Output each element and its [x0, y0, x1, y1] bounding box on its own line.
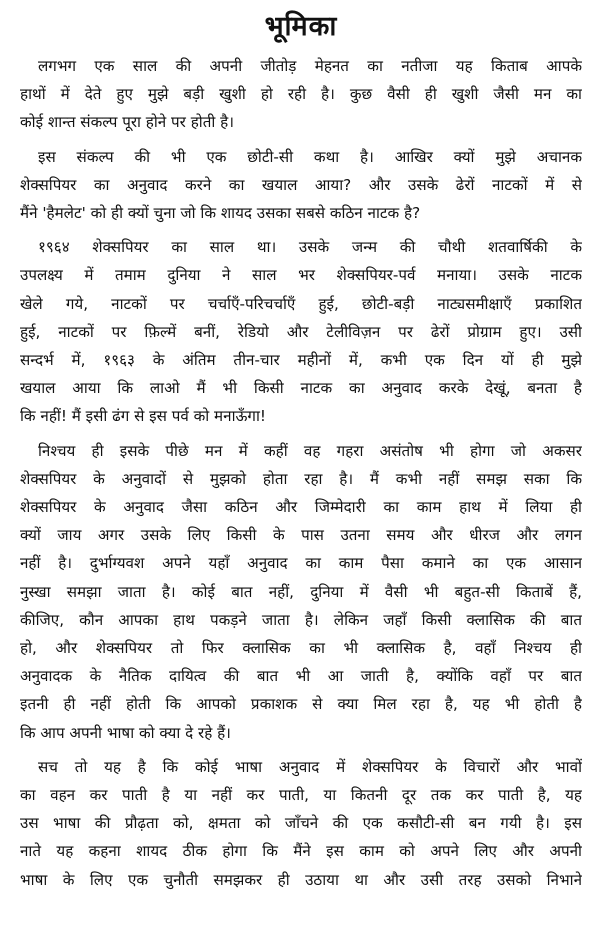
text-line: सन्दर्भ में, १९६३ के अंतिम तीन-चार महीनों में, कभी एक दिन यों ही मुझे: [20, 351, 582, 370]
text-line: उपलक्ष्य में तमाम दुनिया ने साल भर शेक्सपियर-पर्व मनाया। उसके नाटक: [20, 266, 582, 285]
text-line: कि नहीं! मैं इसी ढंग से इस पर्व को मनाऊँगा!: [20, 407, 267, 426]
text-line: भाषा के लिए एक चुनौती समझकर ही उठाया था और उसी तरह उसको निभाने: [20, 870, 582, 889]
text-line: अनुवादक के नैतिक दायित्व की बात भी आ जाती है, क्योंकि वहाँ पर बात: [20, 667, 582, 686]
paragraph: [20, 233, 582, 430]
text-line: कीजिए, कौन आपका हाथ पकड़ने जाता है। लेकिन जहाँ किसी क्लासिक की बात: [20, 610, 582, 629]
text-line: नहीं है। दुर्भाग्यवश अपने यहाँ अनुवाद का काम पैसा कमाने का एक आसान: [20, 554, 582, 573]
text-line: हुई, नाटकों पर फ़िल्में बनीं, रेडियो और टेलीविज़न पर ढेरों प्रोग्राम हुए। उसी: [20, 322, 582, 341]
text-line: खयाल आया कि लाओ मैं भी किसी नाटक का अनुवाद करके देखूं, बनता है: [20, 379, 582, 398]
text-line: कि आप अपनी भाषा को क्या दे रहे हैं।: [20, 723, 231, 742]
text-line: नाते यह कहना शायद ठीक होगा कि मैंने इस काम को अपने लिए और अपनी: [20, 842, 582, 861]
page-title: भूमिका: [264, 11, 338, 42]
text-line: कोई शान्त संकल्प पूरा होने पर होती है।: [20, 113, 234, 132]
text-line: नुस्खा समझा जाता है। कोई बात नहीं, दुनिया में वैसी भी बहुत-सी किताबें हैं,: [20, 582, 582, 601]
text-line: हाथों में देते हुए मुझे बड़ी खुशी हो रही है। कुछ वैसी ही खुशी जैसी मन का: [20, 85, 582, 104]
text-line: हो, और शेक्सपियर तो फिर क्लासिक का भी क्लासिक है, वहाँ निश्चय ही: [20, 639, 582, 658]
text-line: का वहन कर पाती है या नहीं कर पाती, या कितनी दूर तक कर पाती है, यह: [20, 786, 582, 805]
text-line: लगभग एक साल की अपनी जीतोड़ मेहनत का नतीजा यह किताब आपके: [38, 57, 582, 75]
text-line: निश्चय ही इसके पीछे मन में कहीं वह गहरा असंतोष भी होगा जो अकसर: [38, 441, 582, 460]
text-line: खेले गये, नाटकों पर चर्चाएँ-परिचर्चाएँ हुई, छोटी-बड़ी नाट्यसमीक्षाएँ प्रकाशित: [20, 294, 582, 313]
text-line: मैंने 'हैमलेट' को ही क्यों चुना जो कि शायद उसका सबसे कठिन नाटक है?: [20, 204, 421, 223]
text-line: सच तो यह है कि कोई भाषा अनुवाद में शेक्सपियर के विचारों और भावों: [38, 757, 582, 776]
paragraph: [20, 52, 582, 137]
text-line: शेक्सपियर के अनुवाद जैसा कठिन और जिम्मेदारी का काम हाथ में लिया ही: [20, 498, 582, 517]
paragraph: [20, 753, 582, 894]
text-line: इस संकल्प की भी एक छोटी-सी कथा है। आखिर क्यों मुझे अचानक: [38, 147, 582, 166]
text-line: १९६४ शेक्सपियर का साल था। उसके जन्म की चौथी शतवार्षिकी के: [38, 238, 582, 257]
text-line: शेक्सपियर का अनुवाद करने का खयाल आया? और उसके ढेरों नाटकों में से: [20, 175, 582, 194]
text-line: इतनी ही नहीं होती कि आपको प्रकाशक से क्या मिल रहा है, यह भी होती है: [20, 695, 582, 714]
text-line: उस भाषा की प्रौढ़ता को, क्षमता को जाँचने की एक कसौटी-सी बन गयी है। इस: [20, 814, 582, 833]
paragraph: [20, 143, 582, 228]
text-line: क्यों जाय अगर उसके लिए किसी के पास उतना समय और धीरज और लगन: [20, 526, 582, 545]
text-line: शेक्सपियर के अनुवादों से मुझको होता रहा है। मैं कभी नहीं समझ सका कि: [20, 469, 582, 488]
paragraph: [20, 437, 582, 747]
